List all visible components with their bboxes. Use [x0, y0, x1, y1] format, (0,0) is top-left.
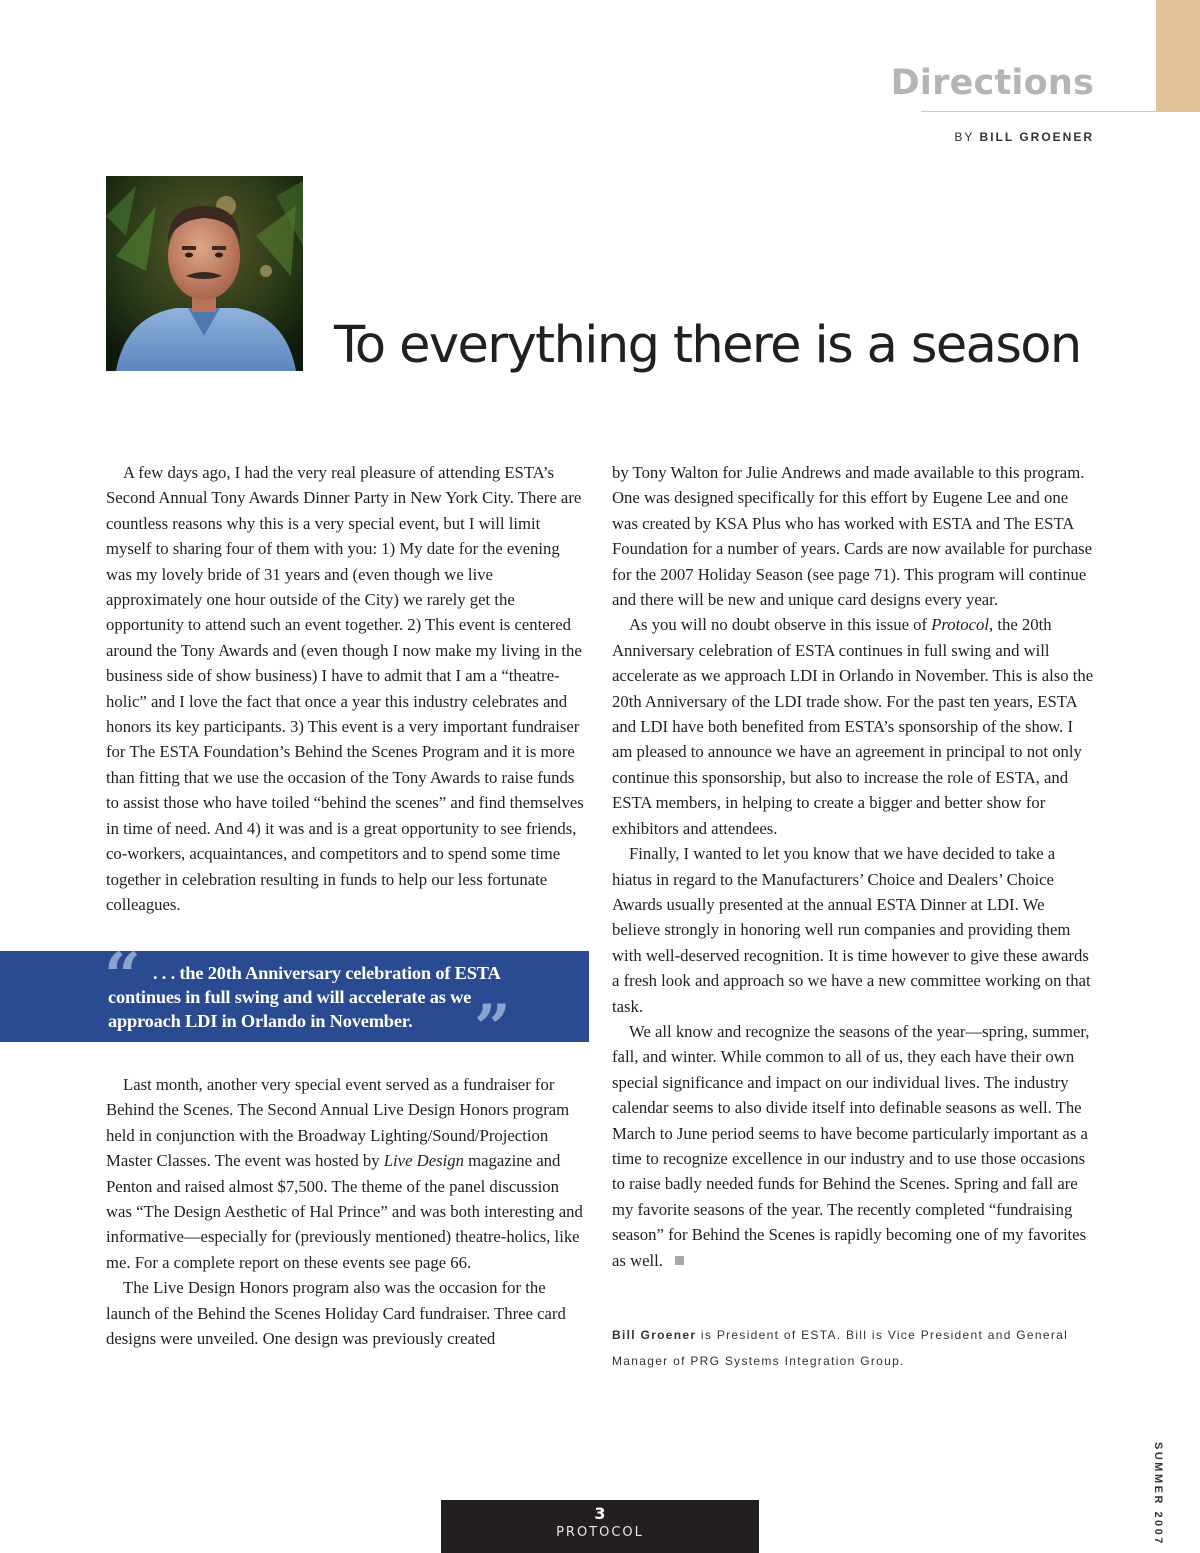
- close-quote-icon: ”: [474, 991, 511, 1066]
- section-rule: [921, 111, 1156, 112]
- paragraph-4: As you will no doubt observe in this issue of Protocol, the 20th Anniversary celebration of ESTA continues in full swing and will accelerate as we approach LDI in Orlando in November. This is also the 20th Anniversary of the LDI trade show. For the past ten years, ESTA and LDI have both benefited from ESTA’s sponsorship of the show. I am pleased to announce we have an agreement in principal to not only continue this sponsorship, but also to increase the role of ESTA, and ESTA members, in helping to create a bigger and better show for exhibitors and attendees.: [612, 615, 1094, 838]
- author-photo: [106, 176, 303, 371]
- section-title: Directions: [890, 63, 1094, 103]
- bio-name: Bill Groener: [612, 1328, 697, 1342]
- corner-accent-tab: [1156, 0, 1200, 112]
- paragraph-5: Finally, I wanted to let you know that we have decided to take a hiatus in regard to the Manufacturers’ Choice and Dealers’ Choice Awards usually presented at the annual ESTA Dinner at LDI. We believe strongly in honoring well run companies and providing them with well-deserved recognition. It is time however to give these awards a fresh look and approach so we have a new committee working on that task.: [612, 844, 1091, 1016]
- bio-text: is President of ESTA. Bill is Vice President and General Manager of PRG Systems Integration Group.: [612, 1328, 1069, 1368]
- byline-author: BILL GROENER: [979, 130, 1094, 144]
- end-mark-icon: [675, 1256, 684, 1265]
- page-footer: [441, 1500, 759, 1553]
- byline: [954, 130, 1094, 144]
- pull-quote-text: . . . the 20th Anniversary celebration of ESTA continues in full swing and will accelerate as we approach LDI in Orlando in November.: [108, 963, 500, 1031]
- paragraph-2: Last month, another very special event served as a fundraiser for Behind the Scenes. The Second Annual Live Design Honors program held in conjunction with the Broadway Lighting/Sound/Projection Master Classes. The event was hosted by Live Design magazine and Penton and raised almost $7,500. The theme of the panel discussion was “The Design Aesthetic of Hal Prince” and was both interesting and informative—especially for (previously mentioned) theatre-holics, like me. For a complete report on these events see page 66.: [106, 1075, 583, 1272]
- paragraph-3: The Live Design Honors program also was the occasion for the launch of the Behind the Scenes Holiday Card fundraiser. Three card designs were unveiled. One design was previously created: [106, 1278, 566, 1349]
- article-column-right: [612, 460, 1096, 1273]
- pull-quote: [0, 939, 589, 1066]
- magazine-name: PROTOCOL: [556, 1525, 644, 1540]
- open-quote-icon: “: [104, 939, 141, 1014]
- author-bio: [612, 1322, 1092, 1374]
- page-number: 3: [594, 1504, 606, 1523]
- article-headline: To everything there is a season: [334, 316, 1081, 375]
- article-column-left-bottom: [106, 1072, 588, 1351]
- issue-date: SUMMER 2007: [1152, 1442, 1164, 1546]
- byline-prefix: BY: [954, 130, 975, 144]
- paragraph-6: We all know and recognize the seasons of the year—spring, summer, fall, and winter. While common to all of us, they each have their own special significance and impact on our individual lives. The industry calendar seems to also divide itself into definable seasons as well. The March to June period seems to have become particularly important as a time to recognize excellence in our industry and to use those occasions to raise badly needed funds for Behind the Scenes. Spring and fall are my favorite seasons of the year. The recently completed “fundraising season” for Behind the Scenes is rapidly becoming one of my favorites as well.: [612, 1021, 1090, 1270]
- paragraph-1: A few days ago, I had the very real pleasure of attending ESTA’s Second Annual Tony Awards Dinner Party in New York City. There are countless reasons why this is a very special event, but I will limit myself to sharing four of them with you: 1) My date for the evening was my lovely bride of 31 years and (even though we live approximately one hour outside of the City) we rarely get the opportunity to attend such an event together. 2) This event is centered around the Tony Awards and (even though I now make my living in the business side of show business) I have to admit that I am a “theatre-holic” and I love the fact that once a year this industry celebrates and honors its key participants. 3) This event is a very important fundraiser for The ESTA Foundation’s Behind the Scenes Program and it is more than fitting that we use the occasion of the Tony Awards to raise funds to assist those who have toiled “behind the scenes” and find themselves in time of need. And 4) it was and is a great opportunity to see friends, co-workers, acquaintances, and competitors and to spend some time together in celebration resulting in funds to help our less fortunate colleagues.: [106, 463, 584, 914]
- article-column-left-top: [106, 460, 588, 917]
- paragraph-3-continued: by Tony Walton for Julie Andrews and made available to this program. One was designed specifically for this effort by Eugene Lee and one was created by KSA Plus who has worked with ESTA and The ESTA Foundation for a number of years. Cards are now available for purchase for the 2007 Holiday Season (see page 71). This program will continue and there will be new and unique card designs every year.: [612, 463, 1093, 610]
